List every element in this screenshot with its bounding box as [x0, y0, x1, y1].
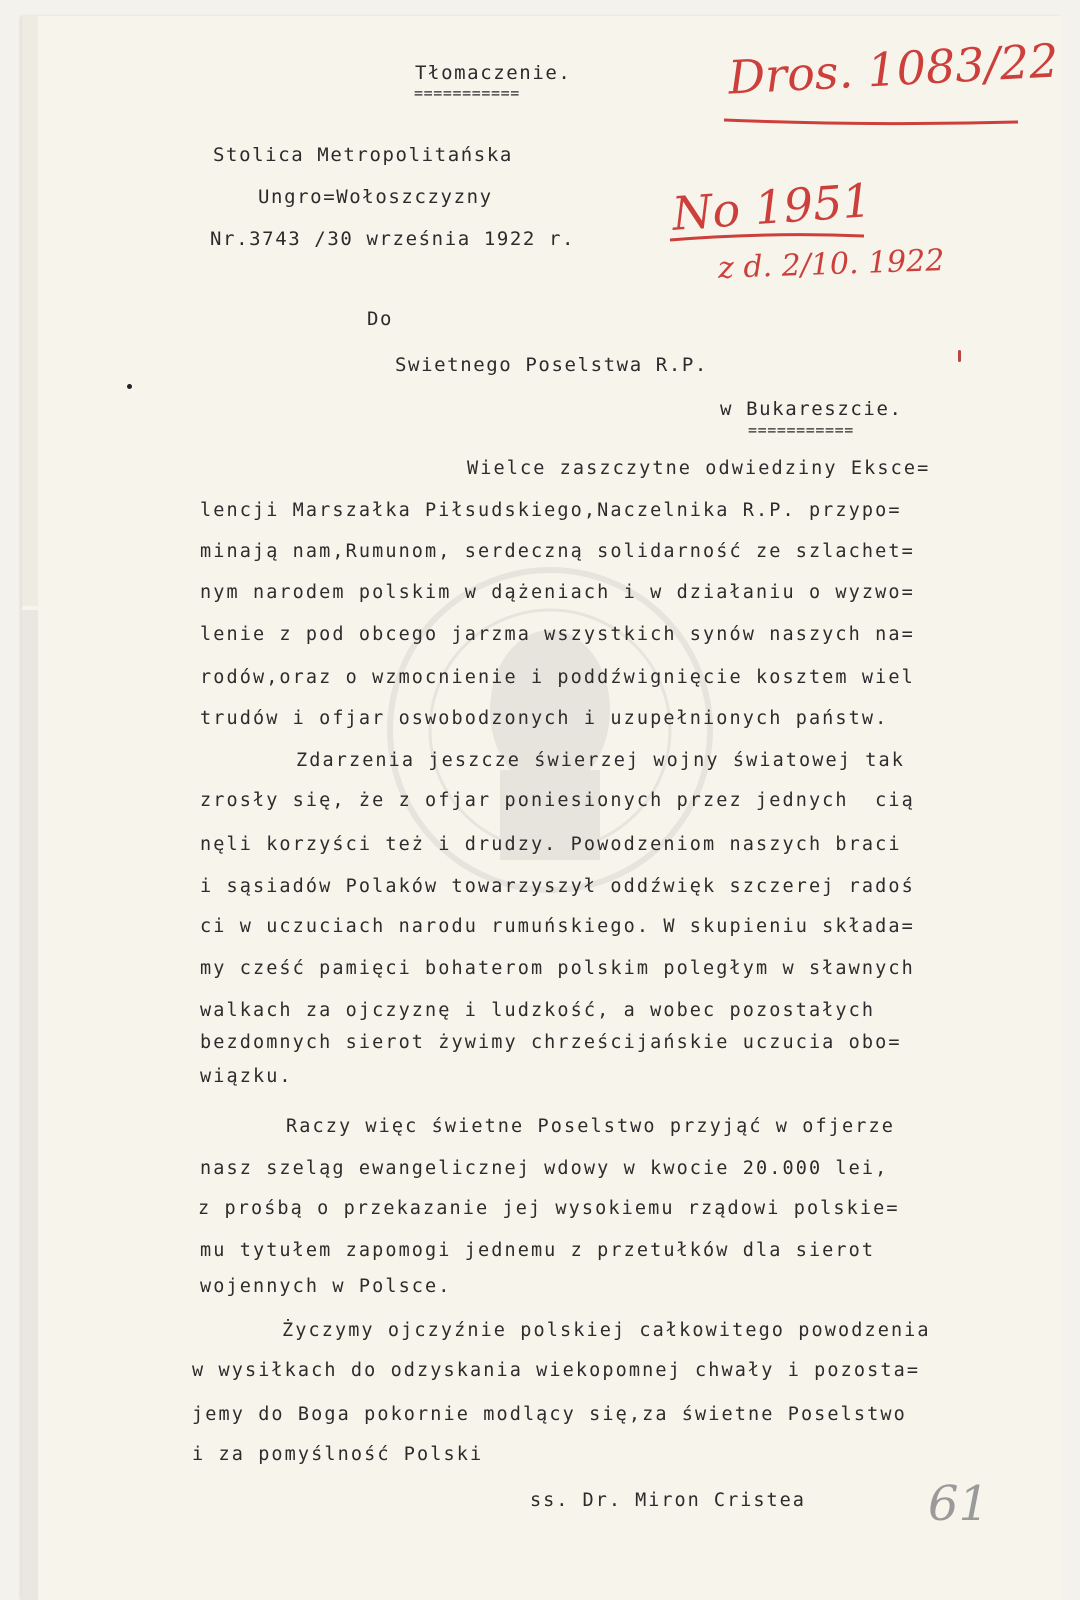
red-entry-number: No 1951 — [670, 173, 874, 241]
body-line: trudów i ofjar oswobodzonych i uzupełnionych państw. — [200, 708, 889, 729]
addressee-name: Swietnego Poselstwa R.P. — [395, 354, 708, 376]
red-registry-annotation: Dros. 1083/22 — [726, 33, 1060, 105]
body-line: mu tytułem zapomogi jednemu z przetułków dla sierot — [200, 1240, 876, 1261]
red-underline-stroke — [722, 112, 1022, 132]
body-line: bezdomnych sierot żywimy chrześcijańskie uczucia obo= — [200, 1032, 902, 1053]
body-line: ci w uczuciach narodu rumuńskiego. W skupieniu składa= — [200, 916, 915, 937]
body-line: wojennych w Polsce. — [200, 1276, 452, 1297]
addressee-underline: =========== — [748, 421, 854, 439]
body-line: z prośbą o przekazanie jej wysokiemu rządowi polskie= — [198, 1198, 900, 1219]
addressee-to: Do — [367, 308, 394, 330]
body-line: Zdarzenia jeszcze świerzej wojny światowej tak — [296, 750, 905, 771]
ink-speck — [127, 384, 132, 389]
body-line: i za pomyślność Polski — [192, 1444, 484, 1465]
body-line: Raczy więc świetne Poselstwo przyjąć w ofjerze — [286, 1116, 895, 1137]
paper-fold-shadow — [22, 16, 38, 606]
body-line: nęli korzyści też i drudzy. Powodzeniom naszych braci — [200, 834, 902, 855]
body-line: rodów,oraz o wzmocnienie i poddźwignięcie kosztem wiel — [200, 667, 915, 688]
signature-line: ss. Dr. Miron Cristea — [530, 1490, 806, 1511]
document-title-underline: =========== — [414, 84, 520, 102]
sender-line-1: Stolica Metropolitańska — [213, 144, 513, 166]
body-line: walkach za ojczyznę i ludzkość, a wobec pozostałych — [200, 1000, 876, 1021]
body-line: nym narodem polskim w dążeniach i w działaniu o wyzwo= — [200, 582, 915, 603]
body-line: w wysiłkach do odzyskania wiekopomnej chwały i pozosta= — [192, 1360, 921, 1381]
body-line: Wielce zaszczytne odwiedziny Ekscе= — [467, 458, 931, 479]
body-line: Życzymy ojczyźnie polskiej całkowitego powodzenia — [282, 1320, 931, 1341]
red-receipt-date: z d. 2/10. 1922 — [717, 243, 945, 286]
paper-fold-shadow-lower — [22, 610, 38, 1600]
red-entry-underline — [668, 228, 868, 248]
body-line: minają nam,Rumunom, serdeczną solidarność ze szlachet= — [200, 541, 915, 562]
body-line: my cześć pamięci bohaterom polskim poległym w sławnych — [200, 958, 915, 979]
body-line: wiązku. — [200, 1066, 293, 1087]
document-title: Tłomaczenie. — [415, 62, 572, 84]
page-number: 61 — [928, 1476, 990, 1532]
body-line: zrosły się, że z ofjar poniesionych przez jednych cią — [200, 790, 915, 811]
ink-speck — [958, 350, 961, 362]
addressee-place: w Bukareszcie. — [720, 398, 903, 420]
body-line: nasz szeląg ewangelicznej wdowy w kwocie 20.000 lei, — [200, 1158, 889, 1179]
body-line: lencji Marszałka Piłsudskiego,Naczelnika R.P. przypo= — [200, 500, 902, 521]
body-line: i sąsiadów Polaków towarzyszył oddźwięk szczerej radoś — [200, 876, 915, 897]
sender-line-2: Ungro=Wołoszczyzny — [258, 186, 493, 208]
body-line: jemy do Boga pokornie modlący się,za świetne Poselstwo — [192, 1404, 907, 1425]
body-line: lenie z pod obcego jarzma wszystkich synów naszych na= — [200, 624, 915, 645]
reference-number: Nr.3743 /30 września 1922 r. — [210, 228, 576, 250]
